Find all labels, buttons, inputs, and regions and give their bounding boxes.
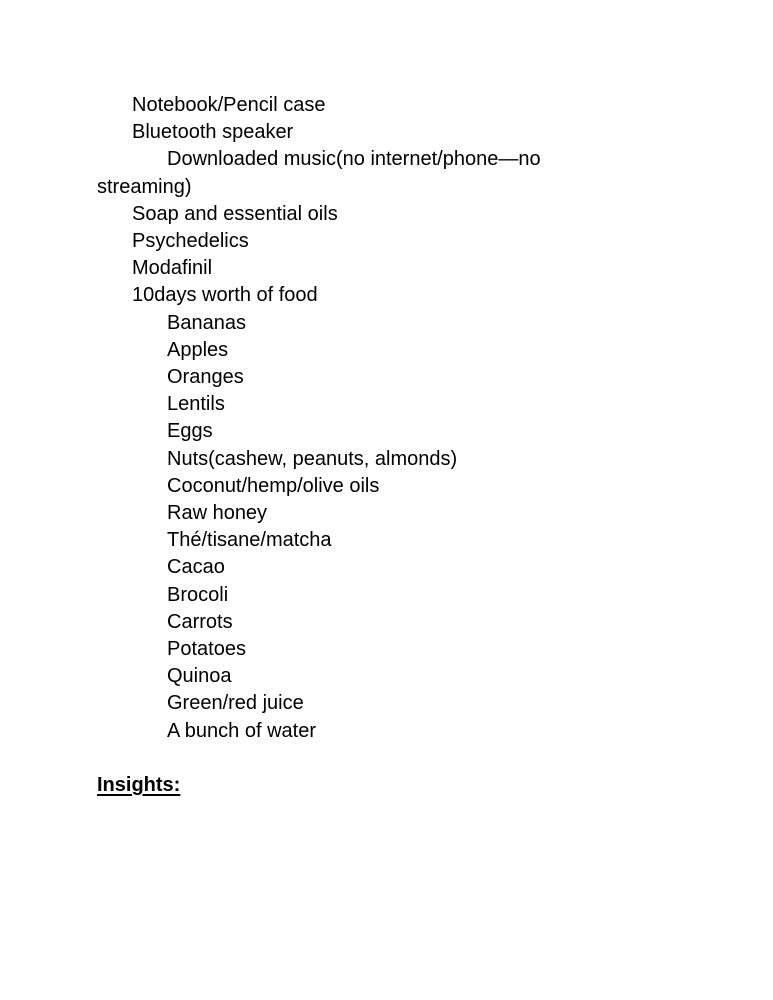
food-item: Thé/tisane/matcha: [167, 529, 332, 552]
packing-list: [97, 92, 737, 745]
food-item: Lentils: [167, 393, 225, 416]
list-item-psychedelics: Psychedelics: [132, 230, 249, 253]
food-item: Coconut/hemp/olive oils: [167, 474, 380, 497]
food-item: Raw honey: [167, 502, 268, 525]
food-item: Eggs: [167, 420, 213, 443]
list-item-soap: Soap and essential oils: [132, 202, 338, 225]
food-item: Apples: [167, 338, 229, 361]
list-item-speaker: Bluetooth speaker: [132, 121, 294, 144]
list-item-modafinil: Modafinil: [132, 257, 213, 280]
food-item: A bunch of water: [167, 719, 316, 742]
list-item-food: 10days worth of food: [132, 284, 318, 307]
food-item: Nuts(cashew, peanuts, almonds): [167, 447, 458, 470]
food-item: Green/red juice: [167, 692, 304, 715]
insights-heading: Insights:: [97, 774, 181, 796]
food-item: Cacao: [167, 556, 225, 579]
food-item: Oranges: [167, 366, 244, 389]
food-item: Brocoli: [167, 583, 229, 606]
food-item: Quinoa: [167, 665, 232, 688]
list-item-music-continued: streaming): [97, 175, 192, 198]
list-item-music: Downloaded music(no internet/phone—no: [167, 148, 541, 171]
food-item: Potatoes: [167, 638, 246, 661]
list-item-notebook: Notebook/Pencil case: [132, 94, 326, 116]
food-item: Carrots: [167, 610, 233, 633]
food-item: Bananas: [167, 311, 246, 334]
